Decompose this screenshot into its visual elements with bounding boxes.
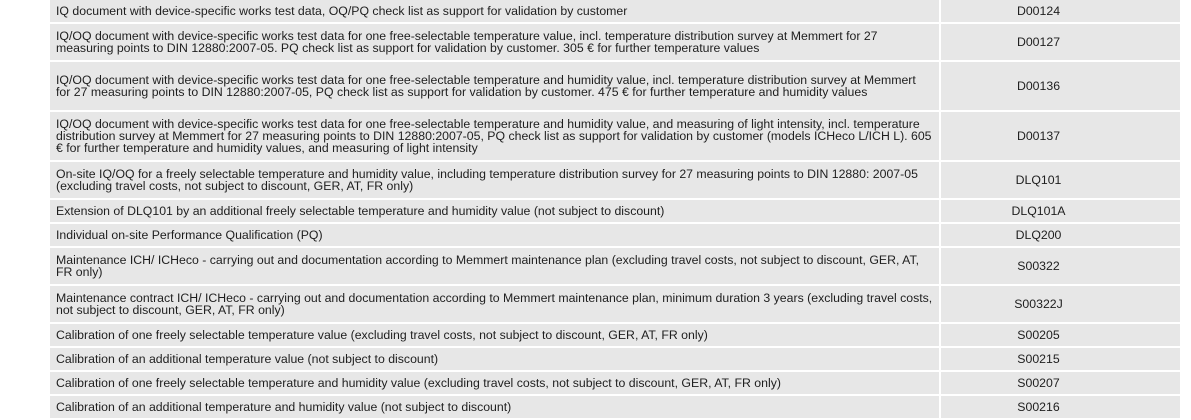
row-article-code: D00124 xyxy=(940,0,1180,23)
row-article-code: S00322 xyxy=(940,247,1180,285)
row-description: Maintenance contract ICH/ ICHeco - carrying out and documentation according to Memmert maintenance plan, minimum duration 3 years (excluding travel costs, not subject to discount, GER, AT, FR only) xyxy=(50,285,940,323)
row-article-code: S00216 xyxy=(940,395,1180,419)
table-row xyxy=(50,323,1180,347)
row-article-code: DLQ101 xyxy=(940,161,1180,199)
row-description: IQ document with device-specific works test data, OQ/PQ check list as support for validation by customer xyxy=(50,0,940,23)
row-article-code: D00127 xyxy=(940,23,1180,61)
service-price-table xyxy=(50,0,1180,420)
table-row xyxy=(50,223,1180,247)
row-article-code: S00205 xyxy=(940,323,1180,347)
row-description: Calibration of one freely selectable temperature and humidity value (excluding travel costs, not subject to discount, GER, AT, FR only) xyxy=(50,371,940,395)
row-description: IQ/OQ document with device-specific works test data for one free-selectable temperature and humidity value, incl. temperature distribution survey at Memmert for 27 measuring points to DIN 12880:2007-05, PQ check list as support for validation by customer. 475 € for further temperature and humidity values xyxy=(50,61,940,111)
row-description: Calibration of an additional temperature value (not subject to discount) xyxy=(50,347,940,371)
table-row xyxy=(50,0,1180,23)
row-description: IQ/OQ document with device-specific works test data for one free-selectable temperature and humidity value, and measuring of light intensity, incl. temperature distribution survey at Memmert for 27 measuring points to DIN 12880:2007-05, PQ check list as support for validation by customer (models ICHeco L/ICH L). 605 € for further temperature and humidity values, and measuring of light intensity xyxy=(50,111,940,161)
row-article-code: S00207 xyxy=(940,371,1180,395)
row-description: Individual on-site Performance Qualification (PQ) xyxy=(50,223,940,247)
table-row xyxy=(50,61,1180,111)
table-row xyxy=(50,395,1180,419)
row-article-code: S00322J xyxy=(940,285,1180,323)
row-article-code: D00137 xyxy=(940,111,1180,161)
row-article-code: D00136 xyxy=(940,61,1180,111)
row-description: Calibration of one freely selectable temperature value (excluding travel costs, not subject to discount, GER, AT, FR only) xyxy=(50,323,940,347)
table-row xyxy=(50,199,1180,223)
row-description: Extension of DLQ101 by an additional freely selectable temperature and humidity value (not subject to discount) xyxy=(50,199,940,223)
row-description: Calibration of an additional temperature and humidity value (not subject to discount) xyxy=(50,395,940,419)
row-article-code: DLQ200 xyxy=(940,223,1180,247)
table-row xyxy=(50,285,1180,323)
table-row xyxy=(50,23,1180,61)
row-description: Maintenance ICH/ ICHeco - carrying out and documentation according to Memmert maintenance plan (excluding travel costs, not subject to discount, GER, AT, FR only) xyxy=(50,247,940,285)
table-row xyxy=(50,247,1180,285)
table-row xyxy=(50,347,1180,371)
table-row xyxy=(50,371,1180,395)
table-row xyxy=(50,111,1180,161)
row-article-code: DLQ101A xyxy=(940,199,1180,223)
row-description: IQ/OQ document with device-specific works test data for one free-selectable temperature value, incl. temperature distribution survey at Memmert for 27 measuring points to DIN 12880:2007-05. PQ check list as support for validation by customer. 305 € for further temperature values xyxy=(50,23,940,61)
row-description: On-site IQ/OQ for a freely selectable temperature and humidity value, including temperature distribution survey for 27 measuring points to DIN 12880: 2007-05 (excluding travel costs, not subject to discount, GER, AT, FR only) xyxy=(50,161,940,199)
row-article-code: S00215 xyxy=(940,347,1180,371)
table-row xyxy=(50,161,1180,199)
